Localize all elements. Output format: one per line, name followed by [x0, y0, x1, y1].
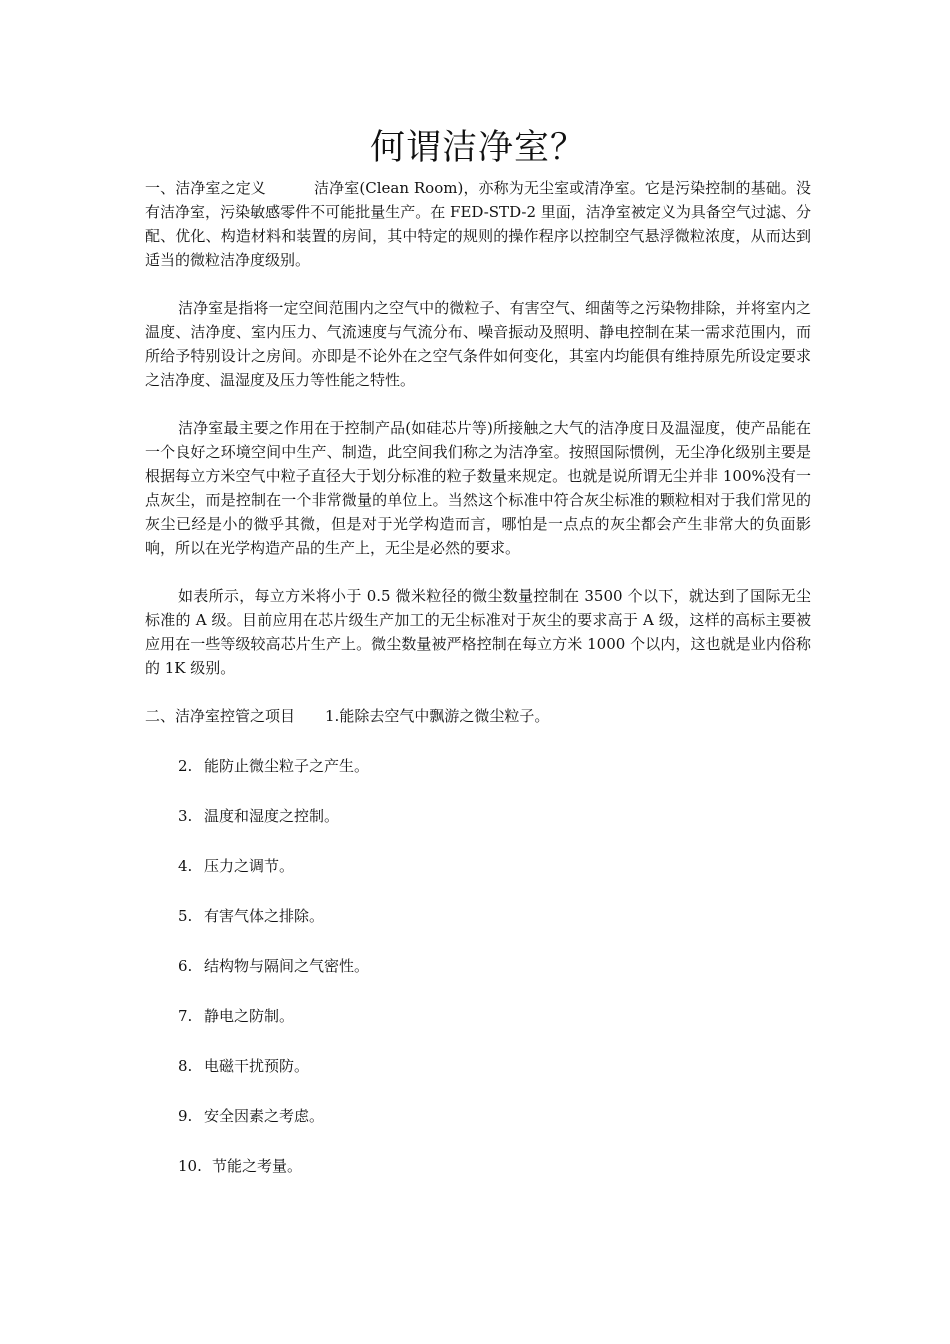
section1-definition-paragraph [145, 176, 811, 272]
list-item: 2. 能防止微尘粒子之产生。 [178, 757, 370, 775]
list-item: 8. 电磁干扰预防。 [178, 1057, 310, 1075]
list-item: 6. 结构物与隔间之气密性。 [178, 957, 370, 975]
section1-heading: 一、洁净室之定义 [145, 179, 266, 197]
section2-heading: 二、洁净室控管之项目 [145, 707, 296, 725]
list-item: 5. 有害气体之排除。 [178, 907, 325, 925]
section2-heading-line [145, 704, 811, 728]
document-title: 何谓洁净室？ [369, 128, 586, 168]
section1-paragraph-1: 洁净室(Clean Room)，亦称为无尘室或清净室。它是污染控制的基础。没有洁净室，污染敏感零件不可能批量生产。在 FED-STD-2 里面，洁净室被定义为具备空气过滤、分配、优化、构造材料和装置的房间，其中特定的规则的操作程序以控制空气悬浮微粒浓度，从而达到适当的微粒洁净度级别。 [145, 179, 811, 269]
list-item: 3. 温度和湿度之控制。 [178, 807, 340, 825]
list-item: 7. 静电之防制。 [178, 1007, 295, 1025]
list-item: 1.能除去空气中飘游之微尘粒子。 [325, 707, 550, 725]
document-page [145, 120, 811, 1204]
section1-paragraph-3: 洁净室最主要之作用在于控制产品(如硅芯片等)所接触之大气的洁净度日及温湿度，使产品能在一个良好之环境空间中生产、制造，此空间我们称之为洁净室。按照国际惯例，无尘净化级别主要是根据每立方米空气中粒子直径大于划分标准的粒子数量来规定。也就是说所谓无尘并非 100%没有一点灰尘，而是控制在一个非常微量的单位上。当然这个标准中符合灰尘标准的颗粒相对于我们常见的灰尘已经是小的微乎其微，但是对于光学构造而言，哪怕是一点点的灰尘都会产生非常大的负面影响，所以在光学构造产品的生产上，无尘是必然的要求。 [145, 419, 811, 557]
list-item: 9. 安全因素之考虑。 [178, 1107, 325, 1125]
list-item: 10. 节能之考量。 [178, 1157, 303, 1175]
list-item: 4. 压力之调节。 [178, 857, 295, 875]
section1-paragraph-2: 洁净室是指将一定空间范围内之空气中的微粒子、有害空气、细菌等之污染物排除，并将室内之温度、洁净度、室内压力、气流速度与气流分布、噪音振动及照明、静电控制在某一需求范围内，而所给予特别设计之房间。亦即是不论外在之空气条件如何变化，其室内均能俱有维持原先所设定要求之洁净度、温湿度及压力等性能之特性。 [145, 299, 811, 389]
section1-paragraph-4: 如表所示，每立方米将小于 0.5 微米粒径的微尘数量控制在 3500 个以下，就达到了国际无尘标准的 A 级。目前应用在芯片级生产加工的无尘标准对于灰尘的要求高于 A 级，这样的高标主要被应用在一些等级较高芯片生产上。微尘数量被严格控制在每立方米 1000 个以内，这也就是业内俗称的 1K 级别。 [145, 587, 811, 677]
